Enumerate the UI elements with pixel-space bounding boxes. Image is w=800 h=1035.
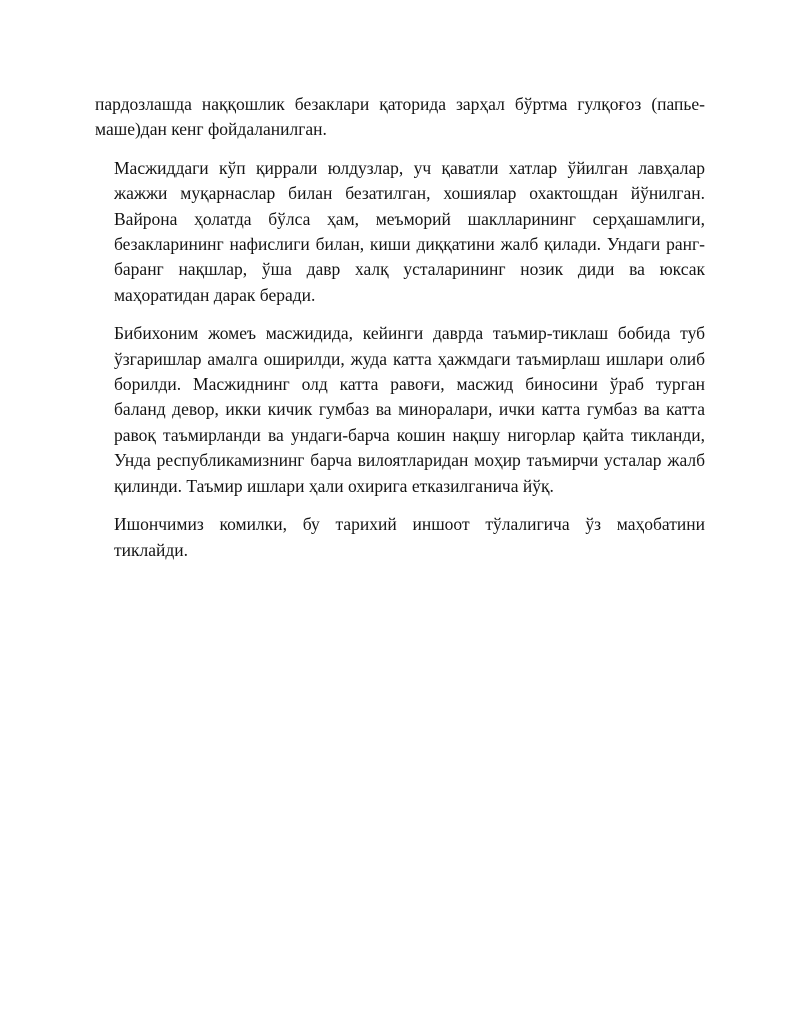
text-line: ўзгаришлар амалга оширилди, жуда катта ҳажмдаги таъмирлаш ишлари олиб xyxy=(114,348,705,369)
document-body xyxy=(95,92,705,576)
text-line: маҳоратидан дарак беради. xyxy=(114,284,316,305)
text-line: безакларининг нафислиги билан, киши диққатини жалб қилади. Ундаги ранг- xyxy=(114,234,705,255)
text-line: равоқ таъмирланди ва ундаги-барча кошин нақшу нигорлар қайта тикланди, xyxy=(114,424,705,445)
paragraph-1 xyxy=(95,92,705,143)
paragraph-3 xyxy=(95,321,705,499)
text-line: Ишончимиз комилки, бу тарихий иншоот тўлалигича ўз маҳобатини xyxy=(114,514,705,535)
text-line: баланд девор, икки кичик гумбаз ва миноралари, ички катта гумбаз ва катта xyxy=(114,399,705,420)
text-line: баранг нақшлар, ўша давр халқ усталарининг нозик диди ва юксак xyxy=(114,259,705,280)
text-line: пардозлашда наққошлик безаклари қаторида зарҳал бўртма гулқоғоз (папье- xyxy=(95,94,705,114)
text-line: Вайрона ҳолатда бўлса ҳам, меъморий шаклларининг серҳашамлиги, xyxy=(114,208,705,229)
text-line: борилди. Масжиднинг олд катта равоғи, масжид биносини ўраб турган xyxy=(114,374,705,395)
text-line: Бибихоним жомеъ масжидида, кейинги даврда таъмир-тиклаш бобида туб xyxy=(114,323,705,344)
text-line: Масжиддаги кўп қиррали юлдузлар, уч қаватли хатлар ўйилган лавҳалар xyxy=(114,157,705,178)
text-line: маше)дан кенг фойдаланилган. xyxy=(95,119,327,140)
text-line: жажжи муқарнаслар билан безатилган, хошиялар охактошдан йўнилган. xyxy=(114,183,705,204)
paragraph-2 xyxy=(95,156,705,308)
paragraph-4 xyxy=(95,512,705,563)
text-line: қилинди. Таъмир ишлари ҳали охирига етказилганича йўқ. xyxy=(114,475,554,496)
text-line: тиклайди. xyxy=(114,539,189,560)
text-line: Унда республикамизнинг барча вилоятларидан моҳир таъмирчи усталар жалб xyxy=(114,450,705,471)
